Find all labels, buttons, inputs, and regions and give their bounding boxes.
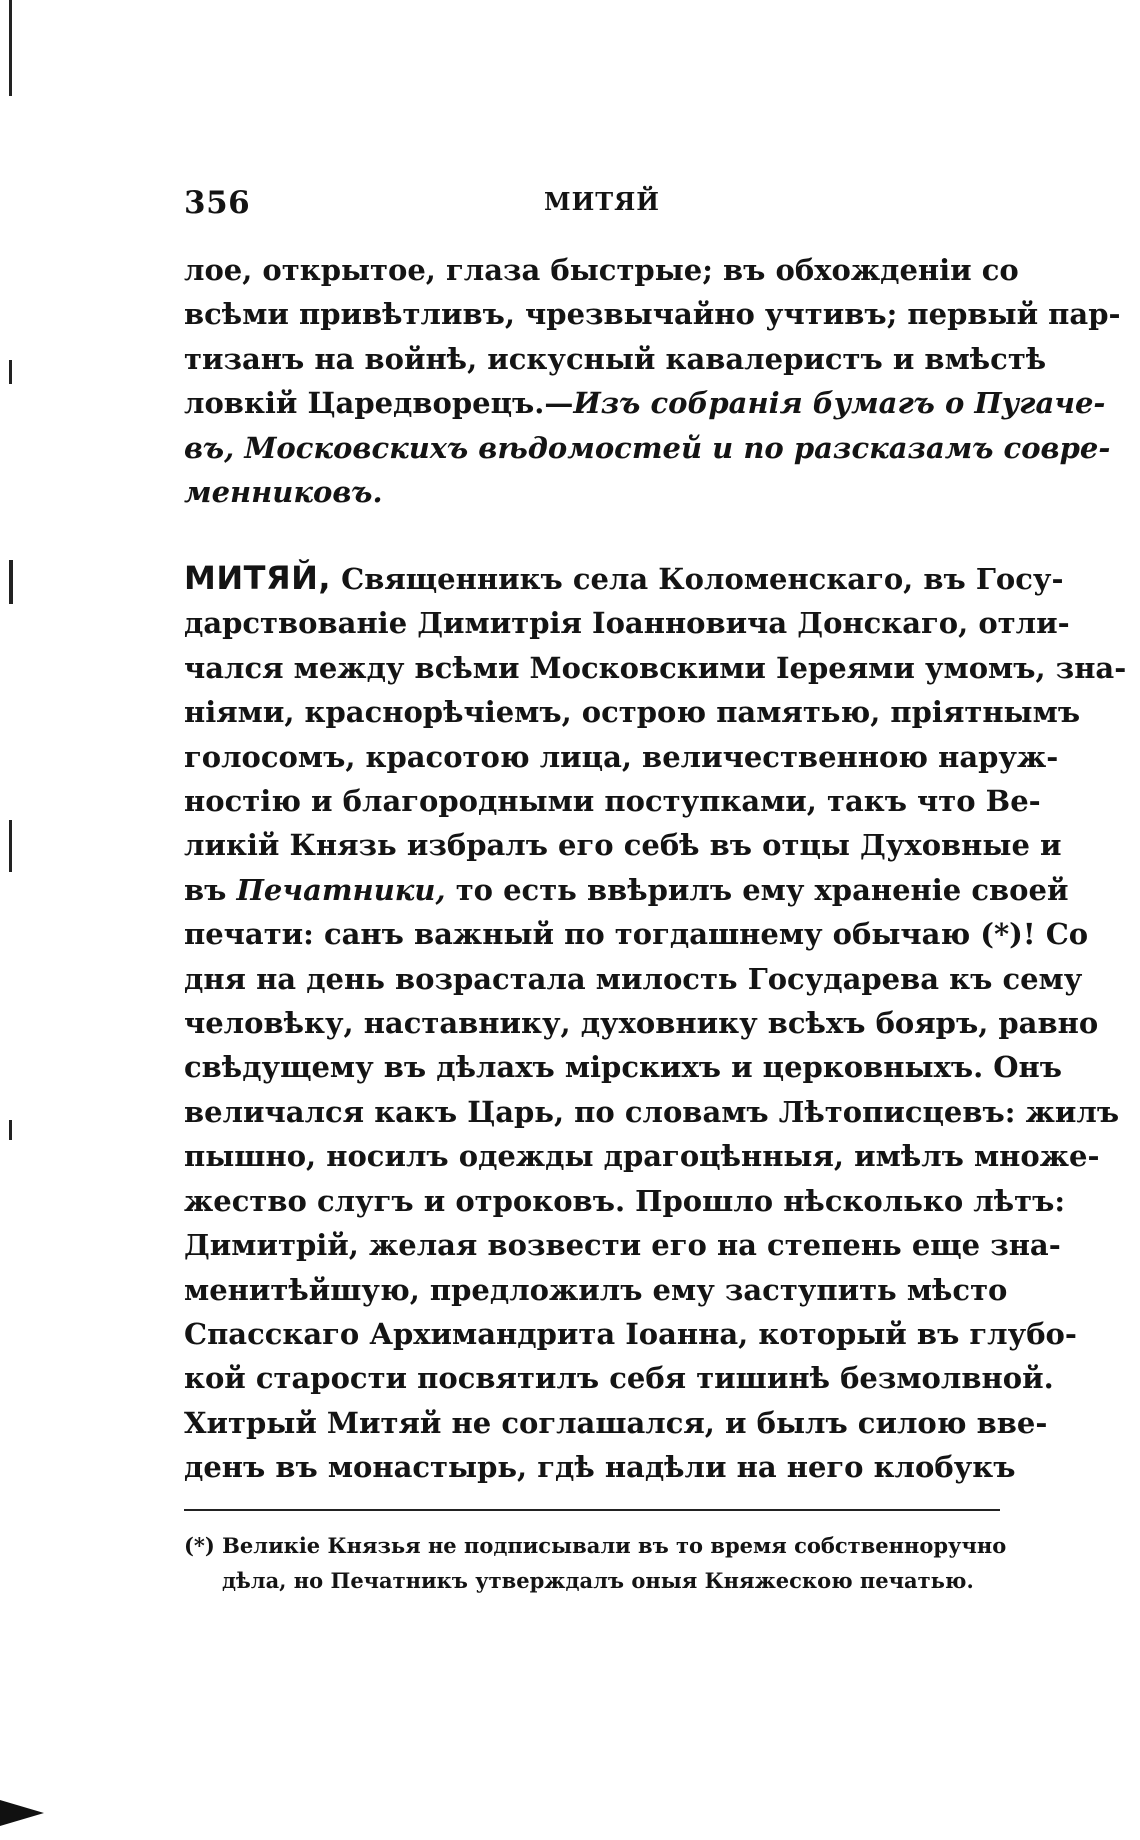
source-citation-end: менниковъ.	[184, 475, 383, 510]
term-pechatniki: Печатники,	[236, 872, 446, 907]
entry-line: Хитрый Митяй не соглашался, и былъ силою вве-	[184, 1405, 1048, 1440]
entry-line: Спасскаго Архимандрита Іоанна, который въ глубо-	[184, 1316, 1077, 1351]
intro-line-source	[184, 381, 1106, 425]
scan-edge-mark	[9, 1120, 12, 1140]
entry-line: печати: санъ важный по тогдашнему обычаю (*)! Со	[184, 917, 1089, 952]
entry-line: пышно, носилъ одежды драгоцѣнныя, имѣлъ множе-	[184, 1139, 1100, 1174]
intro-line-text: ловкій Царедворецъ.—	[184, 386, 574, 421]
source-citation-part: Изъ собранія бумагъ о Пугаче-	[573, 386, 1106, 421]
scan-edge-mark	[9, 0, 12, 96]
running-head	[184, 185, 1004, 225]
scan-edge-mark	[9, 820, 12, 872]
entry-line: менитѣйшую, предложилъ ему заступить мѣсто	[184, 1272, 1008, 1307]
footnote	[184, 1528, 1007, 1598]
footnote-rule	[184, 1509, 1000, 1511]
intro-line: тизанъ на войнѣ, искусный кавалеристъ и вмѣстѣ	[184, 341, 1047, 376]
entry-line: жество слугъ и отроковъ. Прошло нѣсколько лѣтъ:	[184, 1183, 1066, 1218]
entry-line: ніями, краснорѣчіемъ, острою памятью, пріятнымъ	[184, 695, 1081, 730]
entry-line: кой старости посвятилъ себя тишинѣ безмолвной.	[184, 1361, 1054, 1396]
entry-line: человѣку, наставнику, духовнику всѣхъ бояръ, равно	[184, 1006, 1099, 1041]
intro-line: всѣми привѣтливъ, чрезвычайно учтивъ; первый пар-	[184, 297, 1121, 332]
running-title: МИТЯЙ	[544, 187, 660, 216]
entry-line: ностію и благородными поступками, такъ что Ве-	[184, 784, 1041, 819]
intro-line: лое, открытое, глаза быстрые; въ обхожденіи со	[184, 253, 1019, 287]
entry-first-line-text: Священникъ села Коломенскаго, въ Госу-	[331, 562, 1064, 596]
entry-line: голосомъ, красотою лица, величественною наруж-	[184, 739, 1059, 774]
scan-edge-mark	[9, 360, 12, 384]
entry-line-last: денъ въ монастырь, гдѣ надѣли на него клобукъ	[184, 1450, 1016, 1485]
entry-line: дарствованіе Димитрія Іоанновича Донскаго, отли-	[184, 606, 1070, 641]
footnote-line: (*) Великіе Князья не подписывали въ то время собственноручно	[184, 1533, 1007, 1558]
entry-first-line	[184, 556, 1064, 601]
scan-corner-mark	[0, 1800, 44, 1826]
intro-paragraph	[184, 248, 1121, 514]
entry-line: Димитрій, желая возвести его на степень еще зна-	[184, 1228, 1061, 1263]
footnote-line: дѣла, но Печатникъ утверждалъ оныя Княжескою печатью.	[222, 1568, 974, 1593]
entry-headword: МИТЯЙ,	[184, 559, 332, 597]
entry-line-post: то есть ввѣрилъ ему храненіе своей	[445, 872, 1069, 907]
entry-line: дня на день возрастала милость Государева къ сему	[184, 961, 1083, 996]
source-citation-line: въ, Московскихъ вѣдомостей и по разсказамъ совре-	[184, 430, 1111, 465]
page-number: 356	[184, 185, 251, 221]
scan-edge-mark	[9, 560, 13, 604]
entry-line: чался между всѣми Московскими Іереями умомъ, зна-	[184, 650, 1127, 685]
entry-line: ликій Князь избралъ его себѣ въ отцы Духовные и	[184, 828, 1062, 863]
entry-line-pre: въ	[184, 872, 237, 907]
entry-line-pechatniki	[184, 868, 1069, 912]
entry-line: величался какъ Царь, по словамъ Лѣтописцевъ: жилъ	[184, 1094, 1120, 1129]
entry-paragraph	[184, 556, 1127, 1490]
entry-line: свѣдущему въ дѣлахъ мірскихъ и церковныхъ. Онъ	[184, 1050, 1063, 1085]
